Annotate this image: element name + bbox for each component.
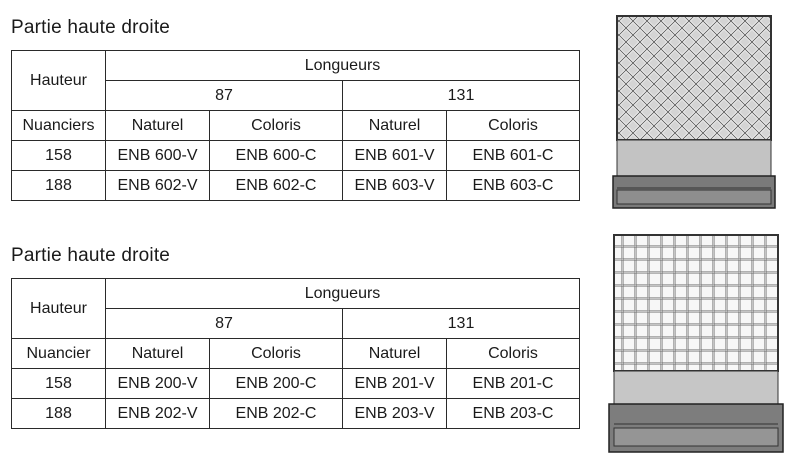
- finish-label: Naturel: [106, 111, 210, 141]
- finish-label: Coloris: [210, 339, 343, 369]
- finish-label: Coloris: [447, 111, 580, 141]
- reference-code: ENB 200-C: [210, 369, 343, 399]
- finish-label: Coloris: [210, 111, 343, 141]
- length-131: 131: [343, 81, 580, 111]
- table-row: [12, 399, 580, 429]
- height-cell: 188: [12, 399, 106, 429]
- reference-table: [11, 278, 580, 429]
- reference-code: ENB 201-C: [447, 369, 580, 399]
- reference-code: ENB 202-V: [106, 399, 210, 429]
- header-longueurs: Longueurs: [106, 51, 580, 81]
- reference-code: ENB 201-V: [343, 369, 447, 399]
- table-row: [12, 141, 580, 171]
- reference-code: ENB 601-V: [343, 141, 447, 171]
- reference-code: ENB 602-V: [106, 171, 210, 201]
- header-longueurs: Longueurs: [106, 279, 580, 309]
- reference-code: ENB 601-C: [447, 141, 580, 171]
- header-hauteur: Hauteur: [12, 279, 106, 339]
- reference-code: ENB 202-C: [210, 399, 343, 429]
- square-grid-panel-illustration: [608, 232, 784, 454]
- reference-code: ENB 602-C: [210, 171, 343, 201]
- length-131: 131: [343, 309, 580, 339]
- nuancier-label: Nuancier: [12, 339, 106, 369]
- finish-label: Naturel: [343, 339, 447, 369]
- height-cell: 188: [12, 171, 106, 201]
- diagonal-lattice-panel-illustration: [612, 14, 776, 210]
- height-cell: 158: [12, 369, 106, 399]
- reference-code: ENB 603-V: [343, 171, 447, 201]
- finish-label: Naturel: [106, 339, 210, 369]
- finish-label: Coloris: [447, 339, 580, 369]
- header-hauteur: Hauteur: [12, 51, 106, 111]
- reference-code: ENB 600-V: [106, 141, 210, 171]
- height-cell: 158: [12, 141, 106, 171]
- table-row: [12, 369, 580, 399]
- finish-label: Naturel: [343, 111, 447, 141]
- reference-code: ENB 603-C: [447, 171, 580, 201]
- section-title: Partie haute droite: [11, 17, 171, 38]
- reference-code: ENB 200-V: [106, 369, 210, 399]
- table-row: [12, 171, 580, 201]
- reference-table: [11, 50, 580, 201]
- reference-code: ENB 203-V: [343, 399, 447, 429]
- reference-code: ENB 600-C: [210, 141, 343, 171]
- length-87: 87: [106, 309, 343, 339]
- nuancier-label: Nuanciers: [12, 111, 106, 141]
- length-87: 87: [106, 81, 343, 111]
- section-title: Partie haute droite: [11, 245, 171, 266]
- reference-code: ENB 203-C: [447, 399, 580, 429]
